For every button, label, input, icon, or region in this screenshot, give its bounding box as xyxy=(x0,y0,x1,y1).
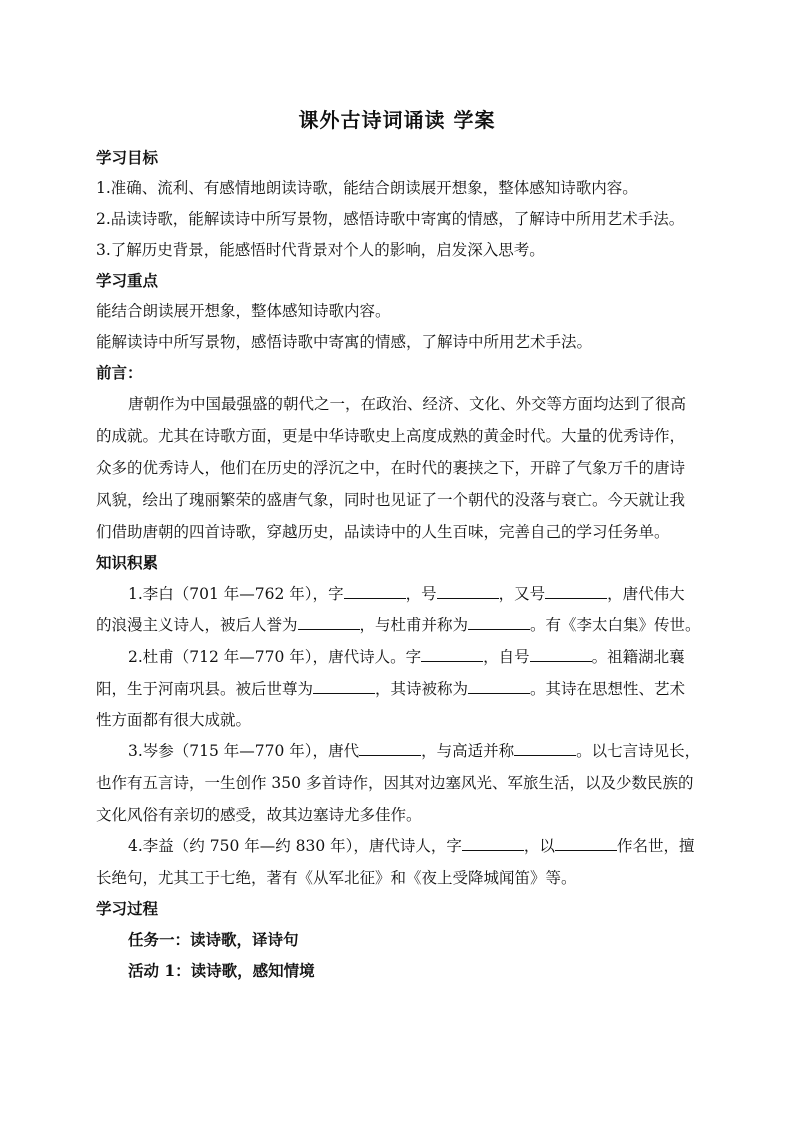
text-span: 。其诗在思想性、艺术 xyxy=(530,680,686,698)
blank-fill[interactable] xyxy=(437,582,499,599)
focus-item-2: 能解读诗中所写景物，感悟诗歌中寄寓的情感，了解诗中所用艺术手法。 xyxy=(96,333,593,351)
blank-fill[interactable] xyxy=(468,613,530,630)
blank-fill[interactable] xyxy=(313,677,375,694)
goal-item-2: 2.品读诗歌，能解读诗中所写景物，感悟诗歌中寄寓的情感，了解诗中所用艺术手法。 xyxy=(96,210,685,228)
text-span: ，自号 xyxy=(483,648,530,666)
text-span: ，以 xyxy=(523,837,555,855)
focus-heading: 学习重点 xyxy=(96,271,159,290)
du-fu-line-2 xyxy=(96,677,685,699)
text-span: ，号 xyxy=(405,585,437,603)
text-span: 阳，生于河南巩县。被后世尊为 xyxy=(96,680,314,698)
goals-heading: 学习目标 xyxy=(96,148,159,167)
blank-fill[interactable] xyxy=(359,739,421,756)
knowledge-heading: 知识积累 xyxy=(96,553,159,572)
li-yi-line-1 xyxy=(128,834,694,856)
cen-shen-line-3: 文化风俗有亲切的感受，故其边塞诗尤多佳作。 xyxy=(96,806,422,824)
blank-fill[interactable] xyxy=(298,613,360,630)
preface-line-2: 的成就。尤其在诗歌方面，更是中华诗歌史上高度成熟的黄金时代。大量的优秀诗作， xyxy=(96,427,686,445)
activity-1-heading: 活动 1：读诗歌，感知情境 xyxy=(128,961,315,980)
text-span: 。以七言诗见长， xyxy=(576,742,701,760)
text-span: ，其诗被称为 xyxy=(375,680,469,698)
preface-line-4: 风貌，绘出了瑰丽繁荣的盛唐气象，同时也见证了一个朝代的没落与衰亡。今天就让我 xyxy=(96,491,686,509)
goal-item-1: 1.准确、流利、有感情地朗读诗歌，能结合朗读展开想象，整体感知诗歌内容。 xyxy=(96,179,638,197)
text-span: ，与高适并称 xyxy=(421,742,515,760)
text-span: ，又号 xyxy=(498,585,546,603)
text-span: 3.岑参（715 年—770 年），唐代 xyxy=(128,742,360,760)
du-fu-line-1 xyxy=(128,645,685,667)
blank-fill[interactable] xyxy=(545,582,607,599)
blank-fill[interactable] xyxy=(421,645,483,662)
preface-line-1: 唐朝作为中国最强盛的朝代之一，在政治、经济、文化、外交等方面均达到了很高 xyxy=(128,395,687,413)
blank-fill[interactable] xyxy=(344,582,406,599)
text-span: 4.李益（约 750 年—约 830 年），唐代诗人，字 xyxy=(128,837,462,855)
text-span: 的浪漫主义诗人，被后人誉为 xyxy=(96,616,298,634)
blank-fill[interactable] xyxy=(530,645,592,662)
text-span: ，唐代伟大 xyxy=(607,585,685,603)
text-span: 。祖籍湖北襄 xyxy=(591,648,685,666)
goal-item-3: 3.了解历史背景，能感悟时代背景对个人的影响，启发深入思考。 xyxy=(96,241,545,259)
blank-fill[interactable] xyxy=(514,739,576,756)
li-bai-line-1 xyxy=(128,582,685,604)
li-yi-line-2: 长绝句，尤其工于七绝，著有《从军北征》和《夜上受降城闻笛》等。 xyxy=(96,869,577,887)
blank-fill[interactable] xyxy=(468,677,530,694)
cen-shen-line-2: 也作有五言诗，一生创作 350 多首诗作，因其对边塞风光、军旅生活，以及少数民族的 xyxy=(96,774,694,792)
preface-line-5: 们借助唐朝的四首诗歌，穿越历史，品读诗中的人生百味，完善自己的学习任务单。 xyxy=(96,523,670,541)
preface-line-3: 众多的优秀诗人，他们在历史的浮沉之中，在时代的裹挟之下，开辟了气象万千的唐诗 xyxy=(96,459,686,477)
text-span: 作名世，擅 xyxy=(616,837,695,855)
preface-heading: 前言： xyxy=(96,363,143,382)
du-fu-line-3: 性方面都有很大成就。 xyxy=(96,711,252,729)
cen-shen-line-1 xyxy=(128,739,700,761)
page-title: 课外古诗词诵读 学案 xyxy=(298,108,496,132)
blank-fill[interactable] xyxy=(462,834,524,851)
text-span: 1.李白（701 年—762 年），字 xyxy=(128,585,344,603)
task-1-heading: 任务一：读诗歌，译诗句 xyxy=(128,930,299,949)
process-heading: 学习过程 xyxy=(96,899,159,918)
text-span: 2.杜甫（712 年—770 年），唐代诗人。字 xyxy=(128,648,422,666)
focus-item-1: 能结合朗读展开想象，整体感知诗歌内容。 xyxy=(96,302,391,320)
text-span: ，与杜甫并称为 xyxy=(359,616,469,634)
li-bai-line-2 xyxy=(96,613,701,635)
text-span: 。有《李太白集》传世。 xyxy=(530,616,701,634)
blank-fill[interactable] xyxy=(555,834,617,851)
